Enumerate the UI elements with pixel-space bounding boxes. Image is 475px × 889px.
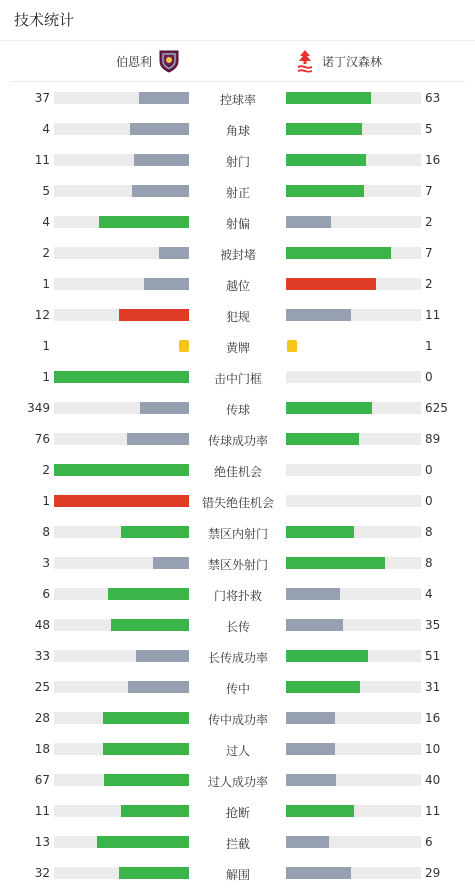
- home-bar-fill: [153, 557, 189, 569]
- away-bar-track: [286, 867, 421, 879]
- away-bar-fill: [286, 92, 371, 104]
- away-bar-track: [286, 836, 421, 848]
- home-value: 28: [34, 711, 50, 725]
- home-bar-track: [54, 588, 189, 600]
- home-bar-fill: [121, 526, 189, 538]
- away-value: 16: [425, 153, 441, 167]
- stat-label: 击中门框: [213, 372, 262, 386]
- away-bar-fill: [286, 526, 354, 538]
- home-bar-track: [54, 712, 189, 724]
- away-bar-track: [286, 309, 421, 321]
- home-bar-track: [54, 495, 189, 507]
- home-bar-track: [54, 123, 189, 135]
- away-bar-track: [286, 805, 421, 817]
- away-bar-fill: [286, 650, 368, 662]
- stat-label: 射门: [225, 155, 250, 169]
- stat-row: [0, 517, 475, 548]
- away-team-name: 诺丁汉森林: [322, 54, 383, 69]
- away-bar-fill: [286, 433, 359, 445]
- away-bar-fill: [286, 309, 351, 321]
- stat-row: [0, 207, 475, 238]
- away-bar-track: [286, 588, 421, 600]
- away-value: 0: [425, 370, 433, 384]
- stat-label: 角球: [225, 124, 250, 138]
- away-value: 5: [425, 122, 433, 136]
- stat-row: [0, 300, 475, 331]
- home-bar-fill: [130, 123, 189, 135]
- home-bar-fill: [103, 712, 189, 724]
- home-yellow-card-icon: [179, 340, 189, 352]
- stat-label: 门将扑救: [213, 589, 262, 603]
- home-value: 4: [42, 215, 50, 229]
- home-value: 4: [42, 122, 50, 136]
- away-bar-track: [286, 619, 421, 631]
- home-bar-track: [54, 154, 189, 166]
- away-bar-track: [286, 433, 421, 445]
- stat-label: 传中: [225, 682, 250, 696]
- stat-row: [0, 393, 475, 424]
- away-value: 11: [425, 804, 441, 818]
- away-bar-track: [286, 495, 421, 507]
- home-bar-fill: [54, 495, 189, 507]
- home-bar-track: [54, 309, 189, 321]
- away-bar-track: [286, 557, 421, 569]
- stat-row: [0, 858, 475, 889]
- home-value: 76: [34, 432, 50, 446]
- away-bar-fill: [286, 712, 335, 724]
- home-value: 1: [42, 277, 50, 291]
- away-bar-track: [286, 712, 421, 724]
- away-bar-fill: [286, 216, 331, 228]
- away-bar-fill: [286, 619, 343, 631]
- home-team-name: 伯恩利: [115, 54, 152, 69]
- stat-row: [0, 765, 475, 796]
- away-bar-fill: [286, 154, 366, 166]
- stat-label: 传球成功率: [207, 434, 268, 448]
- home-bar-fill: [54, 464, 189, 476]
- home-bar-fill: [134, 154, 189, 166]
- away-value: 0: [425, 494, 433, 508]
- home-bar-track: [54, 619, 189, 631]
- home-bar-track: [54, 433, 189, 445]
- home-value: 25: [34, 680, 50, 694]
- away-bar-fill: [286, 557, 385, 569]
- away-bar-track: [286, 743, 421, 755]
- away-bar-track: [286, 371, 421, 383]
- away-value: 51: [425, 649, 441, 663]
- away-bar-fill: [286, 278, 376, 290]
- away-value: 11: [425, 308, 441, 322]
- stat-label: 射偏: [225, 217, 250, 231]
- away-bar-fill: [286, 185, 364, 197]
- away-bar-track: [286, 650, 421, 662]
- stat-row: [0, 331, 475, 362]
- stat-label: 黄牌: [225, 341, 250, 355]
- teams-header: [10, 41, 465, 82]
- away-value: 6: [425, 835, 433, 849]
- home-bar-fill: [139, 92, 189, 104]
- home-value: 67: [34, 773, 50, 787]
- home-bar-track: [54, 464, 189, 476]
- home-value: 2: [42, 246, 50, 260]
- home-value: 11: [34, 153, 50, 167]
- stat-row: [0, 114, 475, 145]
- home-value: 11: [34, 804, 50, 818]
- home-bar-track: [54, 836, 189, 848]
- home-value: 6: [42, 587, 50, 601]
- away-value: 89: [425, 432, 441, 446]
- burnley-crest-icon: [158, 49, 180, 73]
- home-value: 33: [34, 649, 50, 663]
- stat-row: [0, 579, 475, 610]
- away-bar-fill: [286, 123, 362, 135]
- page-title: 技术统计: [0, 0, 475, 41]
- away-value: 40: [425, 773, 441, 787]
- home-value: 1: [42, 370, 50, 384]
- away-bar-track: [286, 278, 421, 290]
- nottingham-forest-crest-icon: [297, 49, 313, 73]
- home-value: 1: [42, 494, 50, 508]
- stat-row: [0, 83, 475, 114]
- away-bar-track: [286, 185, 421, 197]
- stat-row: [0, 703, 475, 734]
- away-bar-track: [286, 154, 421, 166]
- home-bar-track: [54, 650, 189, 662]
- home-bar-track: [54, 247, 189, 259]
- stat-row: [0, 362, 475, 393]
- stat-row: [0, 672, 475, 703]
- home-bar-fill: [127, 433, 189, 445]
- home-bar-track: [54, 805, 189, 817]
- home-bar-track: [54, 557, 189, 569]
- stat-row: [0, 269, 475, 300]
- stat-label: 传中成功率: [207, 713, 268, 727]
- home-value: 3: [42, 556, 50, 570]
- away-bar-track: [286, 247, 421, 259]
- home-bar-fill: [104, 774, 189, 786]
- home-value: 1: [42, 339, 50, 353]
- home-bar-fill: [99, 216, 189, 228]
- away-bar-fill: [286, 774, 336, 786]
- stat-label: 犯规: [225, 310, 250, 324]
- away-value: 1: [425, 339, 433, 353]
- away-value: 4: [425, 587, 433, 601]
- away-value: 16: [425, 711, 441, 725]
- home-bar-fill: [119, 867, 189, 879]
- away-value: 2: [425, 215, 433, 229]
- home-bar-track: [54, 681, 189, 693]
- stat-row: [0, 176, 475, 207]
- away-yellow-card-icon: [287, 340, 297, 352]
- away-bar-track: [286, 681, 421, 693]
- away-bar-fill: [286, 743, 335, 755]
- home-value: 37: [34, 91, 50, 105]
- stat-label: 解围: [225, 868, 250, 882]
- home-bar-fill: [128, 681, 189, 693]
- stat-row: [0, 455, 475, 486]
- away-value: 31: [425, 680, 441, 694]
- away-bar-track: [286, 464, 421, 476]
- stat-label: 传球: [225, 403, 250, 417]
- home-bar-track: [54, 371, 189, 383]
- away-value: 7: [425, 246, 433, 260]
- home-bar-track: [54, 216, 189, 228]
- away-value: 625: [425, 401, 448, 415]
- stat-label: 拦截: [225, 837, 250, 851]
- home-bar-fill: [54, 371, 189, 383]
- home-value: 48: [34, 618, 50, 632]
- stat-row: [0, 641, 475, 672]
- stat-label: 绝佳机会: [213, 465, 262, 479]
- home-bar-fill: [159, 247, 189, 259]
- stat-label: 过人成功率: [207, 775, 268, 789]
- away-bar-track: [286, 216, 421, 228]
- away-value: 8: [425, 556, 433, 570]
- home-bar-track: [54, 278, 189, 290]
- home-bar-track: [54, 743, 189, 755]
- stat-row: [0, 796, 475, 827]
- stat-label: 过人: [225, 744, 250, 758]
- away-value: 29: [425, 866, 441, 880]
- away-value: 10: [425, 742, 441, 756]
- home-value: 13: [34, 835, 50, 849]
- away-value: 0: [425, 463, 433, 477]
- home-bar-track: [54, 867, 189, 879]
- home-value: 18: [34, 742, 50, 756]
- away-team[interactable]: [297, 49, 382, 73]
- home-value: 2: [42, 463, 50, 477]
- home-bar-track: [54, 526, 189, 538]
- stat-label: 长传成功率: [207, 651, 268, 665]
- home-bar-fill: [140, 402, 189, 414]
- home-value: 349: [27, 401, 50, 415]
- away-bar-track: [286, 92, 421, 104]
- away-bar-track: [286, 774, 421, 786]
- away-bar-fill: [286, 402, 372, 414]
- stat-label: 抢断: [225, 806, 250, 820]
- stat-row: [0, 145, 475, 176]
- stat-label: 控球率: [219, 93, 256, 107]
- away-value: 2: [425, 277, 433, 291]
- stat-row: [0, 238, 475, 269]
- stat-row: [0, 827, 475, 858]
- stat-label: 错失绝佳机会: [201, 496, 274, 510]
- away-bar-track: [286, 123, 421, 135]
- stat-row: [0, 548, 475, 579]
- stat-row: [0, 734, 475, 765]
- home-bar-fill: [108, 588, 189, 600]
- home-value: 5: [42, 184, 50, 198]
- home-bar-fill: [121, 805, 189, 817]
- away-bar-fill: [286, 681, 360, 693]
- home-team[interactable]: [116, 49, 180, 73]
- home-bar-fill: [103, 743, 189, 755]
- stat-label: 禁区外射门: [207, 558, 268, 572]
- home-value: 12: [34, 308, 50, 322]
- home-bar-fill: [111, 619, 189, 631]
- away-value: 8: [425, 525, 433, 539]
- home-bar-track: [54, 402, 189, 414]
- home-bar-track: [54, 92, 189, 104]
- away-value: 35: [425, 618, 441, 632]
- home-value: 32: [34, 866, 50, 880]
- away-bar-fill: [286, 588, 340, 600]
- home-bar-track: [54, 774, 189, 786]
- away-bar-track: [286, 526, 421, 538]
- away-value: 63: [425, 91, 441, 105]
- stat-row: [0, 424, 475, 455]
- home-bar-track: [54, 185, 189, 197]
- away-bar-fill: [286, 836, 329, 848]
- away-bar-fill: [286, 805, 354, 817]
- home-bar-fill: [97, 836, 189, 848]
- stat-label: 长传: [225, 620, 250, 634]
- stat-row: [0, 486, 475, 517]
- home-bar-fill: [119, 309, 189, 321]
- away-bar-track: [286, 402, 421, 414]
- stat-label: 射正: [225, 186, 250, 200]
- home-bar-fill: [136, 650, 189, 662]
- away-bar-fill: [286, 247, 391, 259]
- away-bar-fill: [286, 867, 351, 879]
- stat-label: 越位: [225, 279, 250, 293]
- away-value: 7: [425, 184, 433, 198]
- home-value: 8: [42, 525, 50, 539]
- home-bar-fill: [132, 185, 189, 197]
- stat-row: [0, 610, 475, 641]
- home-bar-fill: [144, 278, 189, 290]
- stat-label: 禁区内射门: [207, 527, 268, 541]
- stat-label: 被封堵: [219, 248, 256, 262]
